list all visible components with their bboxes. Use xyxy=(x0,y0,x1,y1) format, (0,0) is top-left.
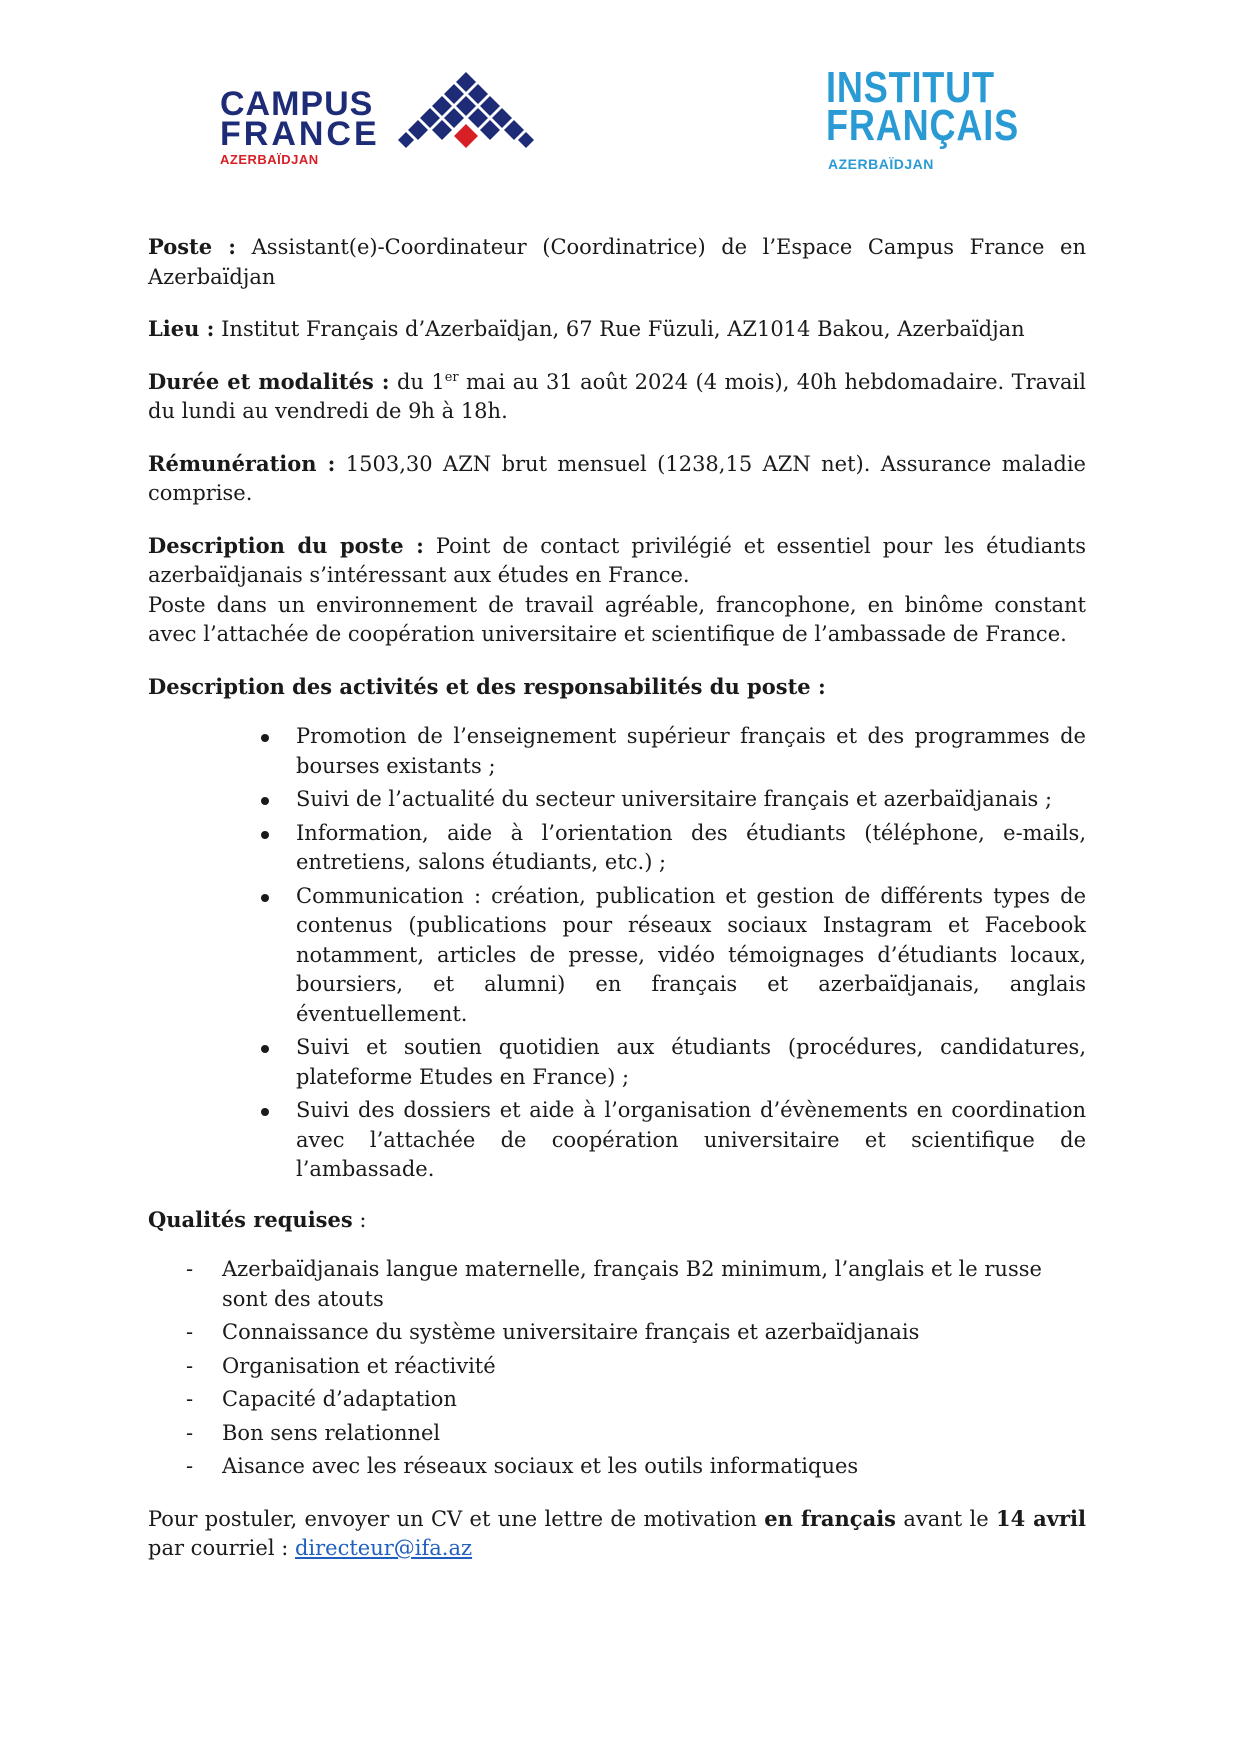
lieu-paragraph xyxy=(148,314,1086,345)
postuler-bold-2: 14 avril xyxy=(996,1505,1087,1531)
list-item-text: Suivi et soutien quotidien aux étudiants (procédures, candidatures, plateforme Etudes en France) ; xyxy=(296,1035,1086,1089)
description-extra: Poste dans un environnement de travail agréable, francophone, en binôme constant avec l’attachée de coopération universitaire et scientifique de l’ambassade de France. xyxy=(148,592,1086,646)
remuneration-paragraph xyxy=(148,449,1086,509)
postuler-paragraph xyxy=(148,1504,1086,1564)
description-paragraph xyxy=(148,531,1086,591)
activites-heading xyxy=(148,672,1086,703)
job-offer-body xyxy=(148,232,1086,1586)
list-item xyxy=(148,882,1086,1030)
institut-francais-logo-sub: AZERBAÏDJAN xyxy=(828,156,934,172)
list-item xyxy=(148,1318,1086,1348)
list-item-text: Organisation et réactivité xyxy=(222,1353,496,1378)
poste-label: Poste : xyxy=(148,234,237,259)
description-label: Description du poste : xyxy=(148,532,424,558)
campus-france-logo-line2: FRANCE xyxy=(220,115,380,153)
campus-france-logo xyxy=(220,70,560,170)
list-item-text: Connaissance du système universitaire français et azerbaïdjanais xyxy=(222,1320,920,1344)
duree-post: mai au 31 août 2024 (4 mois), 40h hebdomadaire. Travail du lundi au vendredi de 9h à 18h. xyxy=(148,369,1086,423)
poste-paragraph xyxy=(148,232,1086,292)
list-item-text: Communication : création, publication et gestion de différents types de contenus (publications pour réseaux sociaux Instagram et Facebook notamment, articles de presse, vidéo témoignages d’étudiants locaux, boursiers, et alumni) en français et azerbaïdjanais, anglais éventuellement. xyxy=(296,883,1086,1026)
campus-france-logo-line1: CAMPUS xyxy=(220,85,374,123)
email-link[interactable]: directeur@ifa.az xyxy=(294,1536,473,1560)
qualites-heading xyxy=(148,1205,1086,1236)
remuneration-value: 1503,30 AZN brut mensuel (1238,15 AZN net). Assurance maladie comprise. xyxy=(148,451,1086,505)
institut-francais-logo xyxy=(826,64,1046,174)
list-item-text: Bon sens relationnel xyxy=(222,1420,441,1445)
list-item-text: Promotion de l’enseignement supérieur français et des programmes de bourses existants ; xyxy=(296,724,1086,778)
postuler-text-3: par courriel : xyxy=(148,1536,295,1560)
remuneration-label: Rémunération : xyxy=(148,450,336,476)
list-item-text: Suivi de l’actualité du secteur universitaire français et azerbaïdjanais ; xyxy=(296,787,1053,811)
list-item xyxy=(148,1452,1086,1482)
description-value: Point de contact privilégié et essentiel pour les étudiants azerbaïdjanais s’intéressant aux études en France. xyxy=(148,533,1086,587)
list-item xyxy=(148,1385,1086,1415)
list-item-text: Information, aide à l’orientation des étudiants (téléphone, e-mails, entretiens, salons étudiants, etc.) ; xyxy=(296,820,1086,874)
lieu-label: Lieu : xyxy=(148,316,215,341)
duree-paragraph xyxy=(148,367,1086,427)
bullet-icon xyxy=(261,894,269,902)
dash-icon: - xyxy=(186,1320,194,1344)
qualites-heading-text: Qualités requises xyxy=(148,1206,353,1232)
list-item xyxy=(148,1419,1086,1449)
activites-list xyxy=(148,722,1086,1185)
dash-icon: - xyxy=(186,1454,194,1478)
list-item xyxy=(148,785,1086,815)
dash-icon: - xyxy=(186,1387,194,1411)
list-item-text: Azerbaïdjanais langue maternelle, français B2 minimum, l’anglais et le russe sont des atouts xyxy=(222,1257,1042,1311)
lieu-value: Institut Français d’Azerbaïdjan, 67 Rue Füzuli, AZ1014 Bakou, Azerbaïdjan xyxy=(221,317,1025,341)
list-item xyxy=(148,1352,1086,1382)
activites-heading-text: Description des activités et des responsabilités du poste : xyxy=(148,673,826,699)
qualites-heading-suffix: : xyxy=(352,1207,367,1232)
list-item xyxy=(148,722,1086,781)
institut-francais-logo-line2: FRANÇAIS xyxy=(826,101,1019,150)
list-item-text: Suivi des dossiers et aide à l’organisation d’évènements en coordination avec l’attachée de coopération universitaire et scientifique de l’ambassade. xyxy=(296,1098,1086,1181)
duree-label: Durée et modalités : xyxy=(148,368,390,394)
list-item-text: Aisance avec les réseaux sociaux et les outils informatiques xyxy=(222,1454,859,1478)
campus-france-logo-sub: AZERBAÏDJAN xyxy=(220,152,319,167)
postuler-bold-1: en français xyxy=(764,1505,897,1531)
duree-sup: er xyxy=(444,369,459,385)
bullet-icon xyxy=(261,797,269,805)
institut-francais-logo-line1: INSTITUT xyxy=(826,63,995,112)
bullet-icon xyxy=(261,1045,269,1053)
dash-icon: - xyxy=(186,1420,194,1445)
poste-value: Assistant(e)-Coordinateur (Coordinatrice) de l’Espace Campus France en Azerbaïdjan xyxy=(148,235,1086,289)
list-item xyxy=(148,1096,1086,1185)
bullet-icon xyxy=(261,831,269,839)
duree-pre: du 1 xyxy=(396,369,445,394)
list-item xyxy=(148,1033,1086,1092)
list-item-text: Capacité d’adaptation xyxy=(222,1387,457,1411)
postuler-text-1: Pour postuler, envoyer un CV et une lettre de motivation xyxy=(148,1506,765,1531)
list-item xyxy=(148,1255,1086,1314)
list-item xyxy=(148,819,1086,878)
postuler-text-2: avant le xyxy=(896,1506,996,1531)
bullet-icon xyxy=(261,1108,269,1116)
diamond-pattern-icon xyxy=(396,70,536,160)
qualites-list xyxy=(148,1255,1086,1482)
dash-icon: - xyxy=(186,1257,194,1281)
bullet-icon xyxy=(261,734,269,742)
dash-icon: - xyxy=(186,1353,194,1378)
